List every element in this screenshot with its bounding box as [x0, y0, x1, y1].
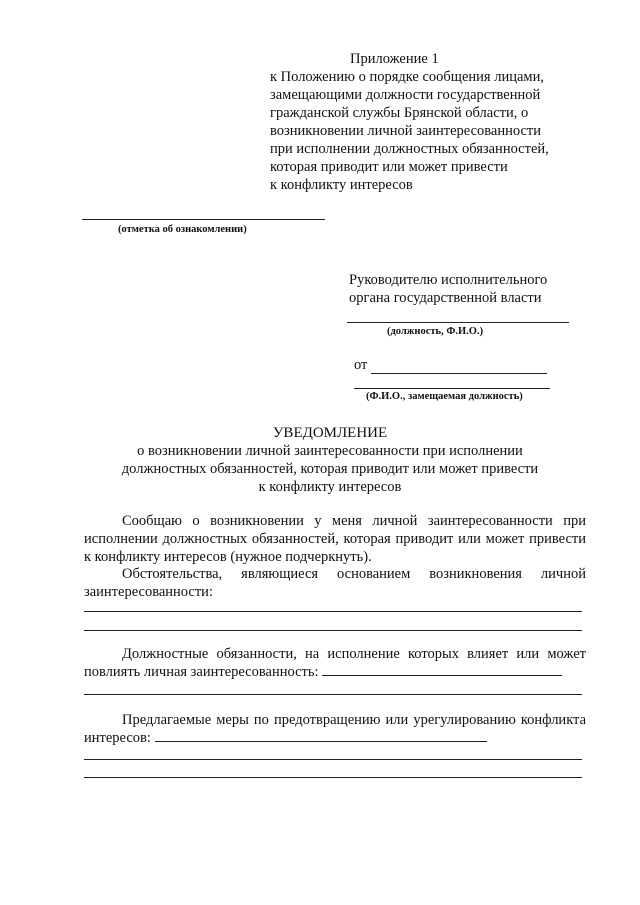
duties-label: Должностные обязанности, на исполнение которых влияет или может повлиять личная заинтересованность: — [84, 646, 586, 680]
duties-field-line[interactable] — [84, 694, 582, 695]
acknowledgement-caption: (отметка об ознакомлении) — [118, 224, 247, 235]
circumstances-label: Обстоятельства, являющиеся основанием возникновения личной заинтересованности: — [84, 566, 586, 600]
duties-field-inline[interactable] — [322, 663, 562, 676]
circumstances-field-line-2[interactable] — [84, 630, 582, 631]
appendix-line: которая приводит или может привести — [270, 159, 508, 175]
measures-field-line-1[interactable] — [84, 759, 582, 760]
position-field-line[interactable] — [347, 322, 569, 323]
fio-caption: (Ф.И.О., замещаемая должность) — [366, 391, 523, 402]
paragraph-measures — [84, 711, 586, 747]
circumstances-field-line-1[interactable] — [84, 611, 582, 612]
appendix-line: при исполнении должностных обязанностей, — [270, 141, 549, 157]
measures-field-line-2[interactable] — [84, 777, 582, 778]
from-field-line[interactable] — [371, 373, 547, 374]
appendix-block — [270, 50, 580, 194]
appendix-line: возникновении личной заинтересованности — [270, 123, 542, 139]
fio-field-line[interactable] — [354, 388, 550, 389]
acknowledgement-field-line[interactable] — [82, 219, 325, 220]
appendix-title: Приложение 1 — [350, 51, 439, 67]
appendix-line: замещающими должности государственной — [270, 87, 541, 103]
appendix-line: к Положению о порядке сообщения лицами, — [270, 69, 544, 85]
paragraph-duties — [84, 645, 586, 681]
subtitle-line: о возникновении личной заинтересованности при исполнении — [137, 443, 523, 459]
addressee-block — [349, 271, 547, 307]
subtitle-line: к конфликту интересов — [258, 479, 402, 495]
position-caption: (должность, Ф.И.О.) — [387, 326, 484, 337]
subtitle-line: должностных обязанностей, которая приводит или может привести — [121, 461, 539, 477]
notice-subtitle — [80, 442, 580, 496]
measures-field-inline[interactable] — [155, 729, 487, 742]
addressee-line: органа государственной власти — [349, 290, 542, 306]
measures-label: Предлагаемые меры по предотвращению или урегулированию конфликта интересов: — [84, 712, 586, 746]
paragraph-interest-notice: Сообщаю о возникновении у меня личной заинтересованности при исполнении должностных обязанностей, которая приводит или может привести к конфликту интересов (нужное подчеркнуть). — [84, 513, 586, 565]
appendix-line: к конфликту интересов — [270, 177, 413, 193]
from-label: от — [354, 357, 368, 373]
paragraph-circumstances — [84, 565, 586, 601]
addressee-line: Руководителю исполнительного — [349, 272, 548, 288]
appendix-line: гражданской службы Брянской области, о — [270, 105, 529, 121]
notice-title: УВЕДОМЛЕНИЕ — [272, 425, 388, 441]
